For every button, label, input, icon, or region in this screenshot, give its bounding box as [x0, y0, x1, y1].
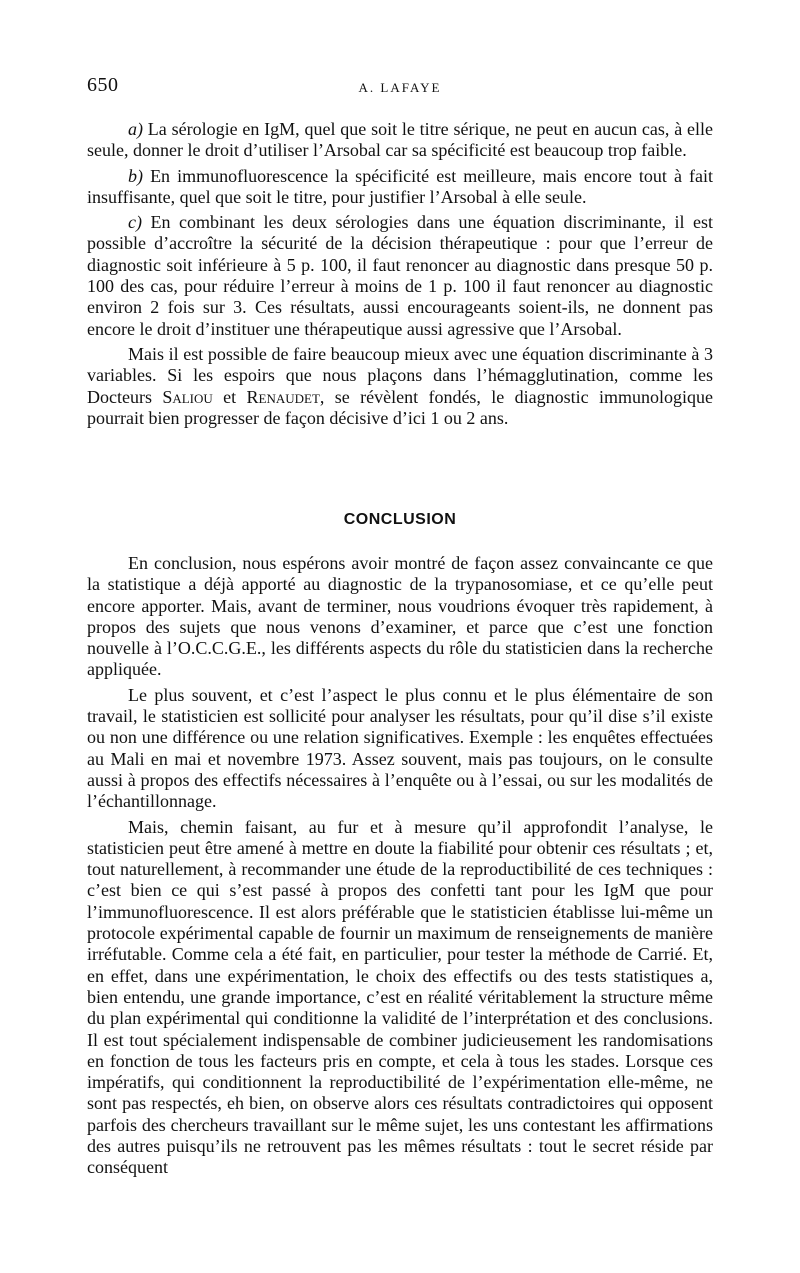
section-title: CONCLUSION: [343, 511, 457, 528]
paragraph-c: [87, 212, 713, 340]
item-label-a: a): [128, 119, 143, 139]
paragraph-a-text: La sérologie en IgM, quel que soit le titre sérique, ne peut en aucun cas, à elle seule, donner le droit d’utiliser l’Arsobal car sa spécificité est beaucoup trop faible.: [87, 119, 713, 161]
paragraph-mais-part1: Mais il est possible de faire beaucoup mieux avec une équation discriminante à 3 variables. Si les espoirs que nous plaçons dans l’hémagglutination, comme les Docteurs: [87, 343, 713, 407]
text-block-conclusion-section: [87, 553, 713, 1183]
text-block-conclusions: [87, 119, 713, 433]
item-label-c: c): [128, 212, 142, 233]
paragraph-conclusion-1: En conclusion, nous espérons avoir montré de façon assez convaincante ce que la statistique a déjà apporté au diagnostic de la trypanosomiase, et ce qu’elle peut encore apporter. Mais, avant de terminer, nous voudrions évoquer très rapidement, à propos des sujets que nous venons d’examiner, et parce que c’est une fonction nouvelle à l’O.C.C.G.E., les différents aspects du rôle du statisticien dans la recherche appliquée.: [87, 553, 713, 680]
paragraph-b-text: En immunofluorescence la spécificité est meilleure, mais encore tout à fait insuffisante, quel que soit le titre, pour justifier l’Arsobal à elle seule.: [87, 165, 713, 207]
paragraph-c-text: En combinant les deux sérologies dans une équation discriminante, il est possible d’accroître la sécurité de la décision thérapeutique : pour que l’erreur de diagnostic soit inférieure à 5 p. 100, il faut renoncer au diagnostic dans presque 50 p. 100 des cas, pour réduire l’erreur à moins de 1 p. 100 il faut renoncer au diagnostic environ 2 fois sur 3. Ces résultats, aussi encourageants soient-ils, ne donnent pas encore le droit d’instituer une thérapeutique aussi agressive que l’Arsobal.: [87, 212, 713, 339]
paragraph-conclusion-3: Mais, chemin faisant, au fur et à mesure qu’il approfondit l’analyse, le statisticien peut être amené à mettre en doute la fiabilité pour obtenir ces résultats ; et, tout naturellement, à recommander une étude de la reproductibilité de ces techniques : c’est bien ce qui s’est passé à propos des confetti tant pour les IgM que pour l’immunofluorescence. Il est alors préférable que le statisticien établisse lui-même un protocole expérimental capable de fournir un maximum de renseignements de manière irréfutable. Comme cela a été fait, en particulier, pour tester la méthode de Carrié. Et, en effet, dans une expérimentation, le choix des effectifs ou des tests statistiques a, bien entendu, une grande importance, c’est en réalité véritablement la structure même du plan expérimental qui conditionne la validité de l’interprétation et des conclusions. Il est tout spécialement indispensable de combiner judicieusement les randomisations en fonction de tous les facteurs pris en compte, et cela à tous les stades. Lorsque ces impératifs, qui conditionnent la reproductibilité de l’expérimentation elle-même, ne sont pas respectés, eh bien, on observe alors ces résultats contradictoires qui opposent parfois des chercheurs travaillant sur le même sujet, les uns contestant les affirmations des autres puisqu’ils ne retrouvent pas les mêmes résultats : tout le secret réside par conséquent: [87, 816, 713, 1178]
running-head: A. LAFAYE: [358, 80, 442, 95]
page-number: 650: [87, 74, 119, 96]
paragraph-mais: [87, 344, 713, 429]
paragraph-mais-part2: et: [212, 386, 247, 407]
paragraph-a: [87, 119, 713, 162]
page-header: [87, 74, 713, 102]
author-name-saliou: Saliou: [162, 386, 213, 407]
paragraph-conclusion-2: Le plus souvent, et c’est l’aspect le plus connu et le plus élémentaire de son travail, le statisticien est sollicité pour analyser les résultats, pour qu’il dise s’il existe ou non une différence ou une relation significatives. Exemple : les enquêtes effectuées au Mali en mai et novembre 1973. Assez souvent, mais pas toujours, on le consulte aussi à propos des effectifs nécessaires à l’enquête ou à l’essai, ou sur les modalités de l’échantillonnage.: [87, 684, 713, 812]
paragraph-b: [87, 166, 713, 209]
item-label-b: b): [128, 165, 143, 186]
author-name-renaudet: Renaudet: [246, 386, 320, 407]
paragraph-mais-part3: , se révèlent fondés, le diagnostic immunologique pourrait bien progresser de façon décisive d’ici 1 ou 2 ans.: [87, 386, 713, 428]
